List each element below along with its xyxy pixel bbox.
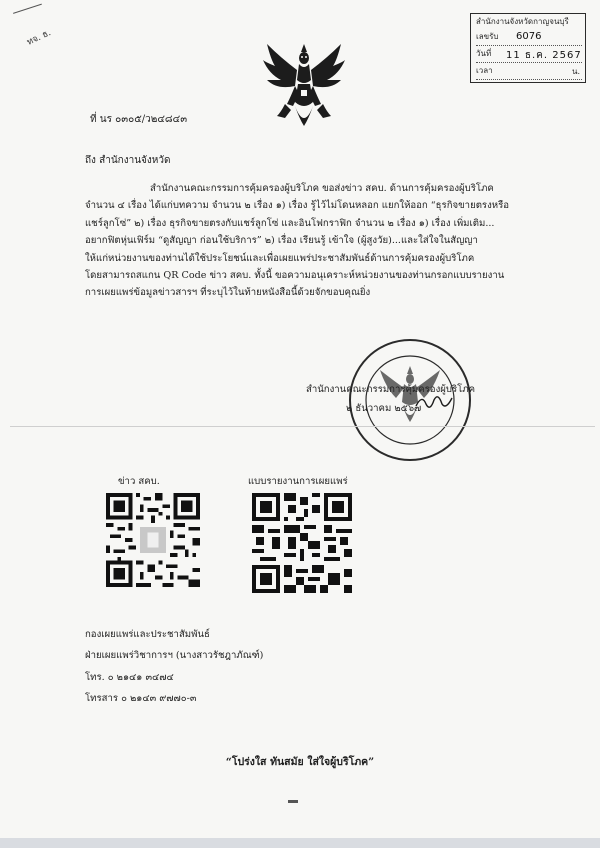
receipt-time-unit: น.: [571, 67, 580, 76]
section-name: ฝ่ายเผยแพร่วิชาการฯ (นางสาวรัชฎาภัณฑ์): [85, 650, 264, 662]
qr-label-report: แบบรายงานการเผยแพร่: [248, 476, 348, 487]
department-name: กองเผยแพร่และประชาสัมพันธ์: [85, 629, 210, 640]
receipt-stamp: [470, 13, 586, 83]
fax-number: โทรสาร ๐ ๒๑๔๓ ๙๗๗๐-๓: [85, 693, 197, 705]
scan-border: [0, 838, 600, 848]
qr-code-report-icon[interactable]: [252, 493, 352, 593]
slogan: “โปร่งใส ทันสมัย ใส่ใจผู้บริโภค”: [225, 756, 375, 768]
signer-office: สำนักงานคณะกรรมการคุ้มครองผู้บริโภค: [306, 384, 476, 395]
receipt-date: 11 ธ.ค. 2567: [506, 50, 582, 61]
handwritten-note: ทจ. ธ.: [25, 28, 53, 48]
body-line: สำนักงานคณะกรรมการคุ้มครองผู้บริโภค ขอส่งข่าว สคบ. ด้านการคุ้มครองผู้บริโภค: [150, 183, 494, 194]
receipt-time-label: เวลา: [476, 66, 493, 75]
body-line: จำนวน ๔ เรื่อง ได้แก่บทความ จำนวน ๒ เรื่อง ๑) เรื่อง รู้ไว้ไม่โดนหลอก แยกให้ออก “ธุรกิจขายตรงหรือ: [85, 200, 509, 212]
qr-code-news-icon[interactable]: [106, 493, 200, 587]
official-seal-icon: [346, 336, 474, 464]
fold-line: [10, 426, 595, 427]
body-line: อยากฟิตหุ่นเฟิร์ม “ดูสัญญา ก่อนใช้บริการ” ๒) เรื่อง เรียนรู้ เข้าใจ (ผู้สูงวัย)...และใส่ใจในสัญญา: [85, 235, 478, 247]
signing-date: ๒ ธันวาคม ๒๕๖๗: [346, 403, 422, 414]
document-reference-number: ที่ นร ๐๓๐๕/ว๒๔๘๔๓: [90, 114, 188, 125]
receipt-date-label: วันที่: [476, 49, 492, 58]
qr-label-news: ข่าว สคบ.: [118, 476, 160, 487]
garuda-emblem-icon: [261, 40, 347, 132]
signature-icon: [414, 392, 454, 412]
body-line: ให้แก่หน่วยงานของท่านได้ใช้ประโยชน์และเพื่อเผยแพร่ประชาสัมพันธ์ด้านการคุ้มครองผู้บริโภค: [85, 252, 475, 264]
body-line: การเผยแพร่ข้อมูลข่าวสารฯ ที่ระบุไว้ในท้ายหนังสือนี้ด้วยจักขอบคุณยิ่ง: [85, 287, 371, 299]
receipt-number: 6076: [516, 31, 542, 42]
recipient-line: ถึง สำนักงานจังหวัด: [85, 155, 171, 166]
letter-body: [85, 180, 555, 302]
contact-block: [85, 624, 263, 710]
phone-number: โทร. ๐ ๒๑๔๑ ๓๔๗๔: [85, 671, 174, 683]
scan-mark: [288, 800, 298, 803]
body-line: โดยสามารถสแกน QR Code ข่าว สคบ. ทั้งนี้ ขอความอนุเคราะห์หน่วยงานของท่านกรอกแบบรายงาน: [85, 270, 505, 282]
body-line: แชร์ลูกโซ่” ๒) เรื่อง ธุรกิจขายตรงกับแชร์ลูกโซ่ และอินโฟกราฟิก จำนวน ๒ เรื่อง ๑) เรื่อง เพิ่มเติม...: [85, 217, 495, 229]
corner-pen-mark: [13, 4, 45, 24]
receipt-number-label: เลขรับ: [476, 32, 499, 41]
receipt-office: สำนักงานจังหวัดกาญจนบุรี: [476, 17, 569, 26]
